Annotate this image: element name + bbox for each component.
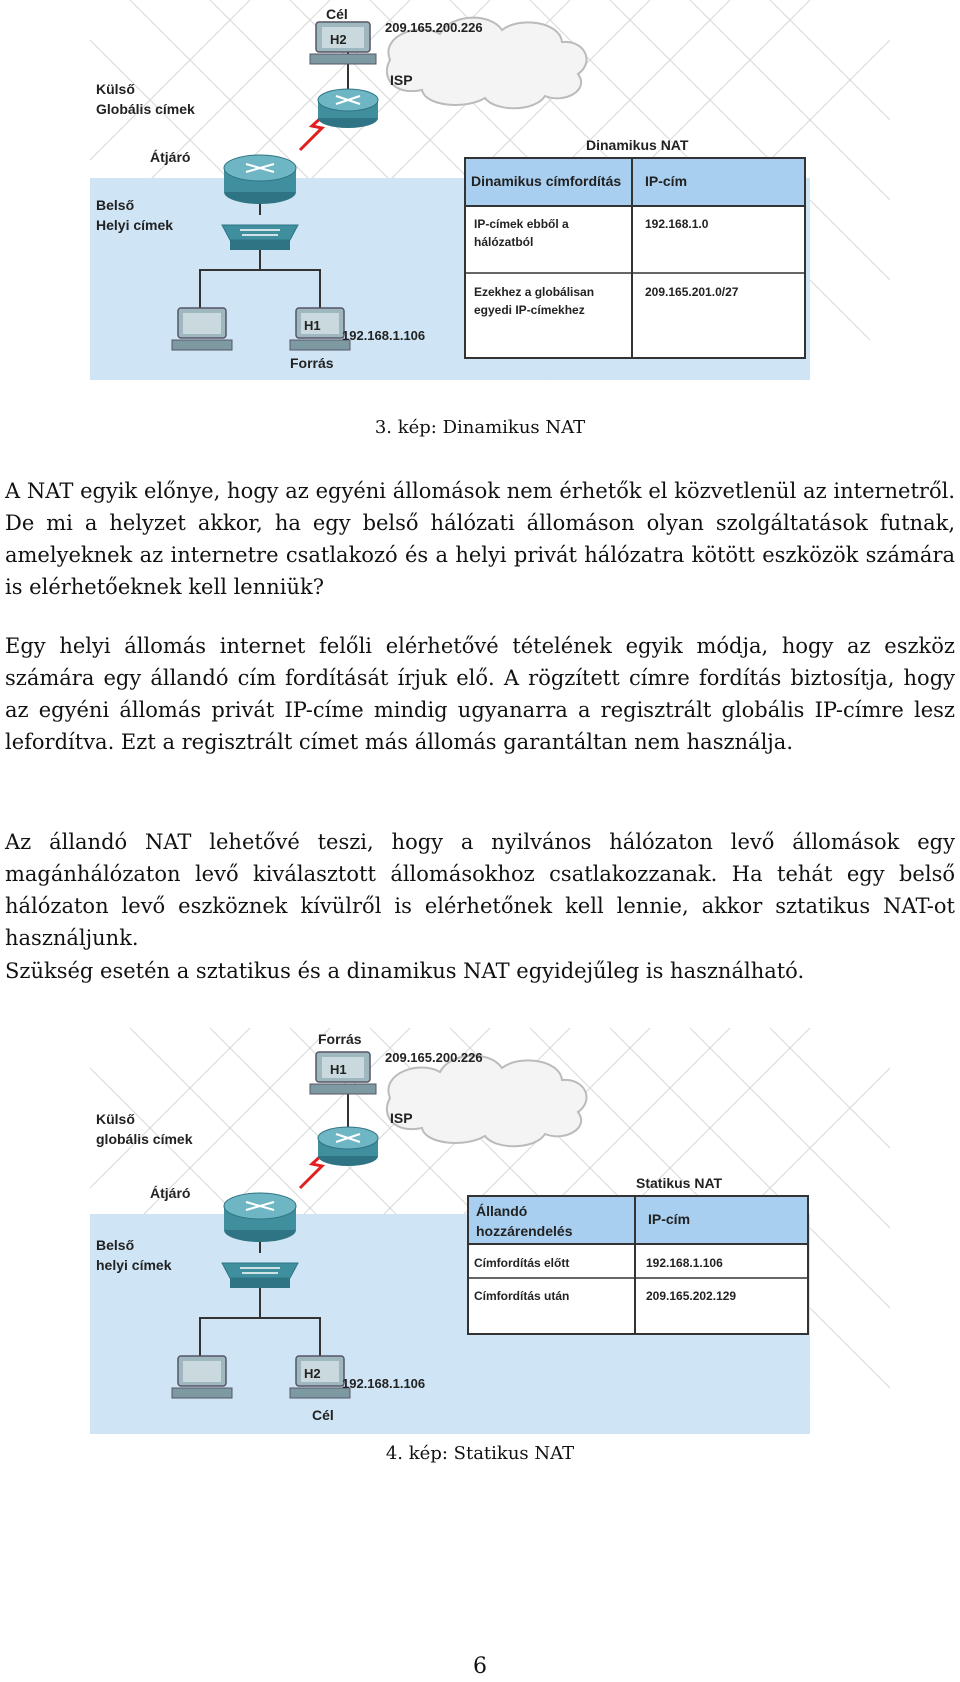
inside-pc-icon <box>172 308 232 350</box>
isp-router-icon <box>318 1127 378 1166</box>
outside-label-line2: Globális címek <box>96 101 195 117</box>
paragraph-4: Szükség esetén a sztatikus és a dinamikus NAT egyidejűleg is használható. <box>5 959 805 983</box>
nat-table-header-2: IP-cím <box>645 173 688 189</box>
gateway-router-icon <box>224 155 296 204</box>
isp-router-icon <box>318 89 378 128</box>
inside-label-line1: Belső <box>96 197 135 213</box>
nat-table-header-1: Dinamikus címfordítás <box>471 173 622 189</box>
nat-row2-desc-line1: Ezekhez a globálisan <box>474 285 595 299</box>
inside-label-line2: helyi címek <box>96 1257 172 1273</box>
dest-ip: 209.165.200.226 <box>385 20 483 35</box>
nat-table-header-1-line1: Állandó <box>476 1203 528 1219</box>
nat-table-header-1-line2: hozzárendelés <box>476 1223 573 1239</box>
paragraph-1: A NAT egyik előnye, hogy az egyéni állomások nem érhetők el közvetlenül az internetről. De mi a helyzet akkor, ha egy belső hálózati állomáson olyan szolgáltatások futnak, amelyeknek az internetre csatlakozó és a helyi privát hálózatra kötött eszközök számára is elérhetőeknek kell lenniük? <box>5 479 955 599</box>
inside-label-line1: Belső <box>96 1237 135 1253</box>
nat-row2-ip: 209.165.201.0/27 <box>645 285 739 299</box>
dest-label: Forrás <box>318 1031 362 1047</box>
nat-row1-ip: 192.168.1.106 <box>646 1256 723 1270</box>
source-label: Cél <box>312 1407 334 1423</box>
outside-label-line1: Külső <box>96 1111 135 1127</box>
source-host-label: H2 <box>304 1366 321 1381</box>
inside-pc-icon <box>172 1356 232 1398</box>
outside-label-line2: globális címek <box>96 1131 193 1147</box>
gateway-router-icon <box>224 1193 296 1242</box>
nat-table-header-2: IP-cím <box>648 1211 691 1227</box>
dest-ip: 209.165.200.226 <box>385 1050 483 1065</box>
figure-dynamic-nat <box>90 0 890 385</box>
nat-row1-ip: 192.168.1.0 <box>645 217 709 231</box>
nat-row1-desc: Címfordítás előtt <box>474 1256 570 1270</box>
isp-label: ISP <box>390 72 413 88</box>
nat-table-title: Dinamikus NAT <box>586 137 689 153</box>
nat-table-title: Statikus NAT <box>636 1175 723 1191</box>
dest-label: Cél <box>326 6 348 22</box>
dest-host-label: H2 <box>330 32 347 47</box>
figure-static-nat <box>90 1028 890 1440</box>
dest-host-label: H1 <box>330 1062 347 1077</box>
paragraph-2: Egy helyi állomás internet felőli elérhetővé tételének egyik módja, hogy az eszköz számára egy állandó cím fordítását írjuk elő. A rögzített címre fordítás biztosítja, hogy az egyéni állomás privát IP-címe mindig ugyanarra a regisztrált globális IP-címre lesz lefordítva. Ezt a regisztrált címet más állomás garantáltan nem használja. <box>5 634 955 754</box>
source-label: Forrás <box>290 355 334 371</box>
gateway-label: Átjáró <box>150 1185 191 1201</box>
nat-row2-desc-line2: egyedi IP-címekhez <box>474 303 585 317</box>
source-host-label: H1 <box>304 318 321 333</box>
nat-row1-desc-line2: hálózatból <box>474 235 534 249</box>
figure2-caption: 4. kép: Statikus NAT <box>385 1443 575 1464</box>
gateway-label: Átjáró <box>150 149 191 165</box>
source-ip: 192.168.1.106 <box>342 328 426 343</box>
nat-row2-desc: Címfordítás után <box>474 1289 570 1303</box>
page-number: 6 <box>473 1654 487 1679</box>
nat-row1-desc-line1: IP-címek ebből a <box>474 217 569 231</box>
outside-label-line1: Külső <box>96 81 135 97</box>
isp-label: ISP <box>390 1110 413 1126</box>
source-ip: 192.168.1.106 <box>342 1376 426 1391</box>
paragraph-3: Az állandó NAT lehetővé teszi, hogy a nyilvános hálózaton levő állomások egy magánhálózaton levő kiválasztott állomásokhoz csatlakozzanak. Ha tehát egy belső hálózaton levő eszköznek kívülről is elérhetőnek kell lennie, akkor sztatikus NAT-ot használjunk. <box>5 830 955 950</box>
figure1-caption: 3. kép: Dinamikus NAT <box>374 417 586 438</box>
isp-cloud <box>387 1056 587 1147</box>
switch-icon <box>222 225 298 250</box>
switch-icon <box>222 1263 298 1288</box>
inside-label-line2: Helyi címek <box>96 217 174 233</box>
nat-row2-ip: 209.165.202.129 <box>646 1289 737 1303</box>
